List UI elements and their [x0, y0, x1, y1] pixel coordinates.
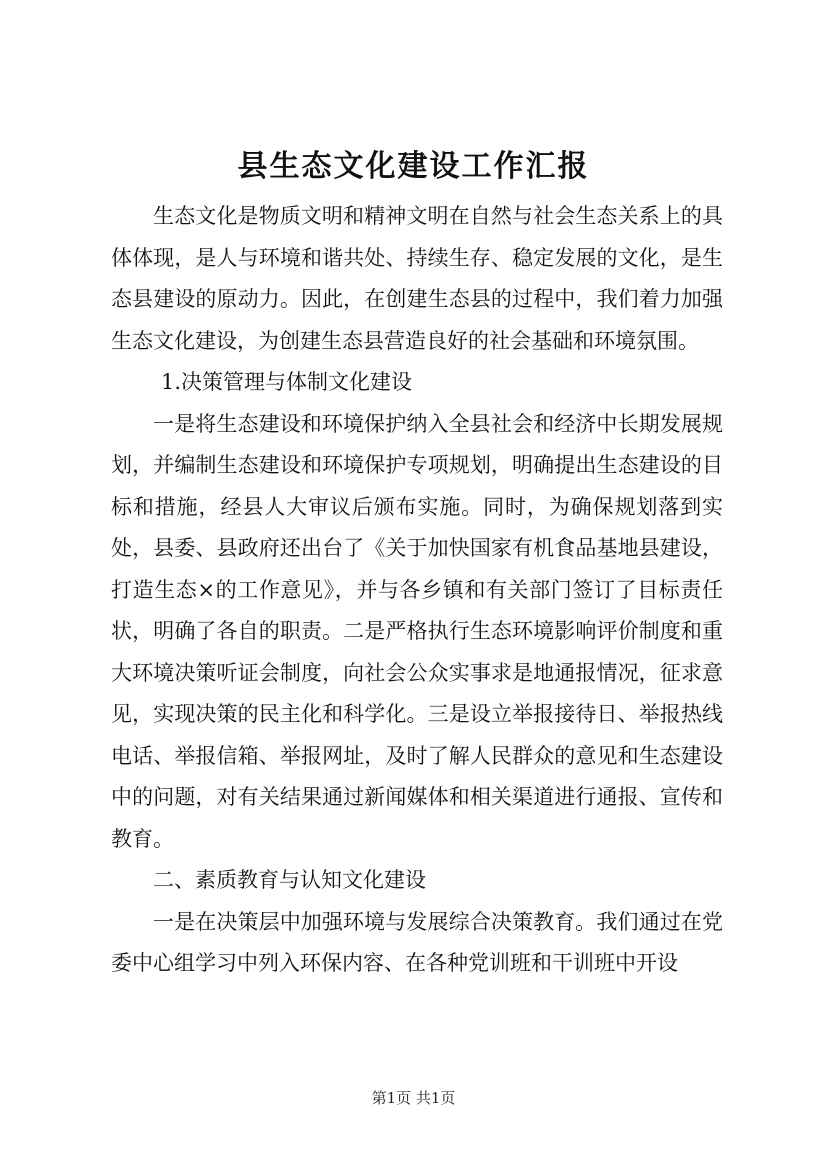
intro-paragraph: 生态文化是物质文明和精神文明在自然与社会生态关系上的具体体现，是人与环境和谐共处、持续生存、稳定发展的文化，是生态县建设的原动力。因此，在创建生态县的过程中，我们着力加强生态文化建设，为创建生态县营造良好的社会基础和环境氛围。 — [111, 204, 723, 353]
page-footer: 第1页 共1页 — [371, 1089, 456, 1107]
section-heading-1: 1.决策管理与体制文化建设 — [161, 370, 413, 394]
section-heading-2: 二、素质教育与认知文化建设 — [153, 868, 426, 892]
section-1-paragraph: 一是将生态建设和环境保护纳入全县社会和经济中长期发展规划，并编制生态建设和环境保护专项规划，明确提出生态建设的目标和措施，经县人大审议后颁布实施。同时，为确保规划落到实处，县委、县政府还出台了《关于加快国家有机食品基地县建设，打造生态×的工作意见》，并与各乡镇和有关部门签订了目标责任状，明确了各自的职责。二是严格执行生态环境影响评价制度和重大环境决策听证会制度，向社会公众实事求是地通报情况，征求意见，实现决策的民主化和科学化。三是设立举报接待日、举报热线电话、举报信箱、举报网址，及时了解人民群众的意见和生态建设中的问题，对有关结果通过新闻媒体和相关渠道进行通报、宣传和教育。 — [111, 411, 723, 851]
document-body — [111, 196, 723, 985]
document-title: 县生态文化建设工作汇报 — [237, 149, 590, 184]
section-2-paragraph: 一是在决策层中加强环境与发展综合决策教育。我们通过在党委中心组学习中列入环保内容、在各种党训班和干训班中开设 — [111, 909, 723, 975]
